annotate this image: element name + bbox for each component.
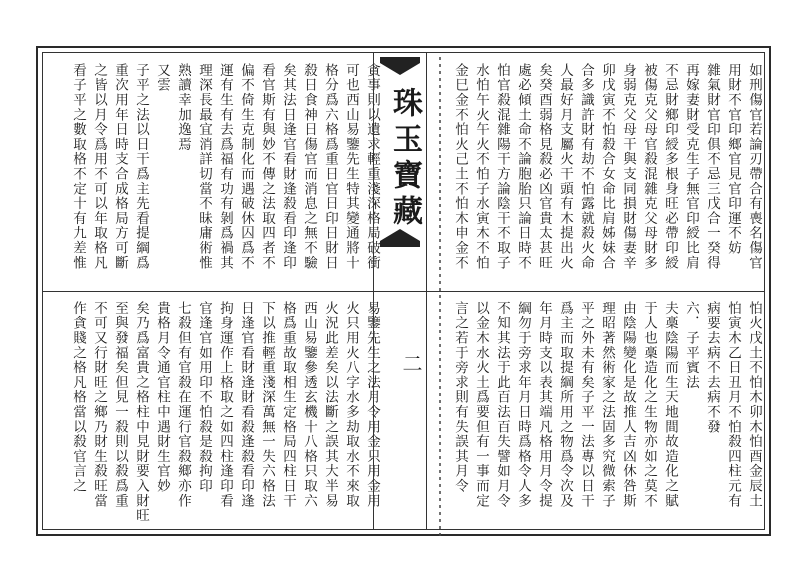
text-column: 矣其法日逢官看財逢殺看印逢印 [280,63,296,271]
text-column: 如刑傷官若論刃帶合有喪名傷官 [746,63,762,271]
text-column: 身弱克父母干與支同損財傷妻辛 [620,63,636,271]
text-column: 夫槀陰陽而生天地間故造化之賦 [662,301,678,509]
text-column: 七殺但有官殺在運行官殺鄉亦作 [175,301,191,509]
text-column: 重次用年日時支合成格局方可斷 [112,63,128,271]
right-bottom-text-block [449,301,764,529]
text-column: 熟讀幸加逸焉 [175,63,191,152]
text-column: 理深長最宜消詳切當不昧庸術惟 [196,63,212,271]
text-column: 子平之法以日干爲主先看提綱爲 [133,63,149,271]
text-column: 于人也槀造化之生物亦如之莫不 [641,301,657,509]
text-column: 至與發福矣但見一殺則以殺爲重 [112,301,128,509]
text-column: 看官斯有與妙不傳之法取四者不 [259,63,275,271]
text-column: 病要去病不去病不發 [704,301,720,435]
text-column: 由陰陽變化是故推人吉凶休咎斯 [620,301,636,509]
text-column: 官逢官如用印不怕殺是殺拘印 [196,301,212,494]
text-column: 怕官殺混雜陽干方論陰干不取子 [494,63,510,271]
text-column: 不忌財鄉印綬多根身旺必帶印綬 [662,63,678,271]
text-column: 爲主而取提綱所用之物爲令次及 [557,301,573,509]
text-column: 貪事則以遺求輕重淺深格局破衝 [364,63,380,271]
text-column: 被傷克父母官殺混雜克父母財多 [641,63,657,271]
fishtail-mark-bottom [380,229,420,247]
text-column: 怕火戊土不怕木卯木怕酉金辰土 [746,301,762,509]
text-column: 用財不官印鄉官見官印運不妨 [725,63,741,256]
text-column: 理昭著然術家之法固多究微索子 [599,301,615,509]
right-top-text-block [449,63,764,287]
book-title: 珠玉寶藏 [387,87,422,231]
text-column: 運有生有去爲福有功有剝爲禍其 [217,63,233,271]
dashed-separator [435,57,445,537]
text-column: 平之外未有矣子平一法專以日干 [578,301,594,509]
text-column: 之皆以月令爲用不可以年取格凡 [91,63,107,271]
text-column: 合多識許財有劫不怕露就殺火命 [578,63,594,271]
text-column: 看子平之數取格不定十有九差惟 [70,63,86,271]
text-column: 拘身運作上格取之如四柱逢印看 [217,301,233,509]
fishtail-mark-top [380,57,420,75]
text-column: 六．子平賓法 [683,301,699,390]
text-column: 矣乃爲富貴之格柱中見財要入財旺 [133,301,149,523]
text-column: 人最好月支屬火干頭有木提出火 [557,63,573,271]
text-column: 火只用火八字水多劫取水不來取 [343,301,359,509]
text-column: 偏不倚生克制化而遇破休囚爲不 [238,63,254,271]
text-column: 可也西山易鑒先生特其變通將十 [343,63,359,271]
text-column: 西山易鑒參透玄機十八格只取六 [301,301,317,509]
text-column: 言之若于旁求則有失誤其月令 [452,301,468,494]
page-frame [42,52,765,530]
book-page [36,46,771,536]
text-column: 日逢官看財逢財看殺逢殺看印逢 [238,301,254,509]
text-column: 貴格月令通官柱中遇財生官妙 [154,301,170,494]
text-column: 作貪賤之格凡格當以殺官言之 [70,301,86,494]
text-column: 卯戊寅不怕殺合女命比肩姊妹合 [599,63,615,271]
text-column: 以金木水火土爲要但有一事而定 [473,301,489,509]
left-top-text-block [67,63,382,287]
text-column: 綱勿于旁求年月日時爲格令人多 [515,301,531,509]
page-number: 二 [399,353,423,373]
left-bottom-text-block [67,301,382,529]
text-column: 處必傾土命不論胞胎只論日時不 [515,63,531,271]
text-column: 格爲重故取相生定格局四柱日干 [280,301,296,509]
text-column: 怕寅木乙日丑月不怕殺四柱元有 [725,301,741,509]
text-column: 不可又行財旺之鄉乃財生殺旺當 [91,301,107,509]
text-column: 矣癸酉弱格見殺必凶官貴太甚旺 [536,63,552,271]
text-column: 水怕午火午火不怕子水寅木不怕 [473,63,489,271]
text-column: 不知其法于此百法百失譬如月令 [494,301,510,509]
text-column: 金巳金不怕火己土不怕木申金不 [452,63,468,271]
text-column: 再嫁妻財受克生子無官印綬比肩 [683,63,699,271]
text-column: 年月時支以表其端凡格用月令提 [536,301,552,509]
center-title-column [373,53,427,529]
text-column: 下以推輕重淺深萬無一失六格法 [259,301,275,509]
text-column: 易鑒先生之法月令用金只用金用 [364,301,380,509]
text-column: 又雲 [154,63,170,93]
text-column: 雜氣財官印俱不忌三戊合一癸得 [704,63,720,271]
text-column: 殺日食神日傷官而消息之無不驗 [301,63,317,271]
text-column: 火況此差矣以法斷之誤其大半易 [322,301,338,509]
text-column: 格分爲六格爲重日官日印日財日 [322,63,338,271]
